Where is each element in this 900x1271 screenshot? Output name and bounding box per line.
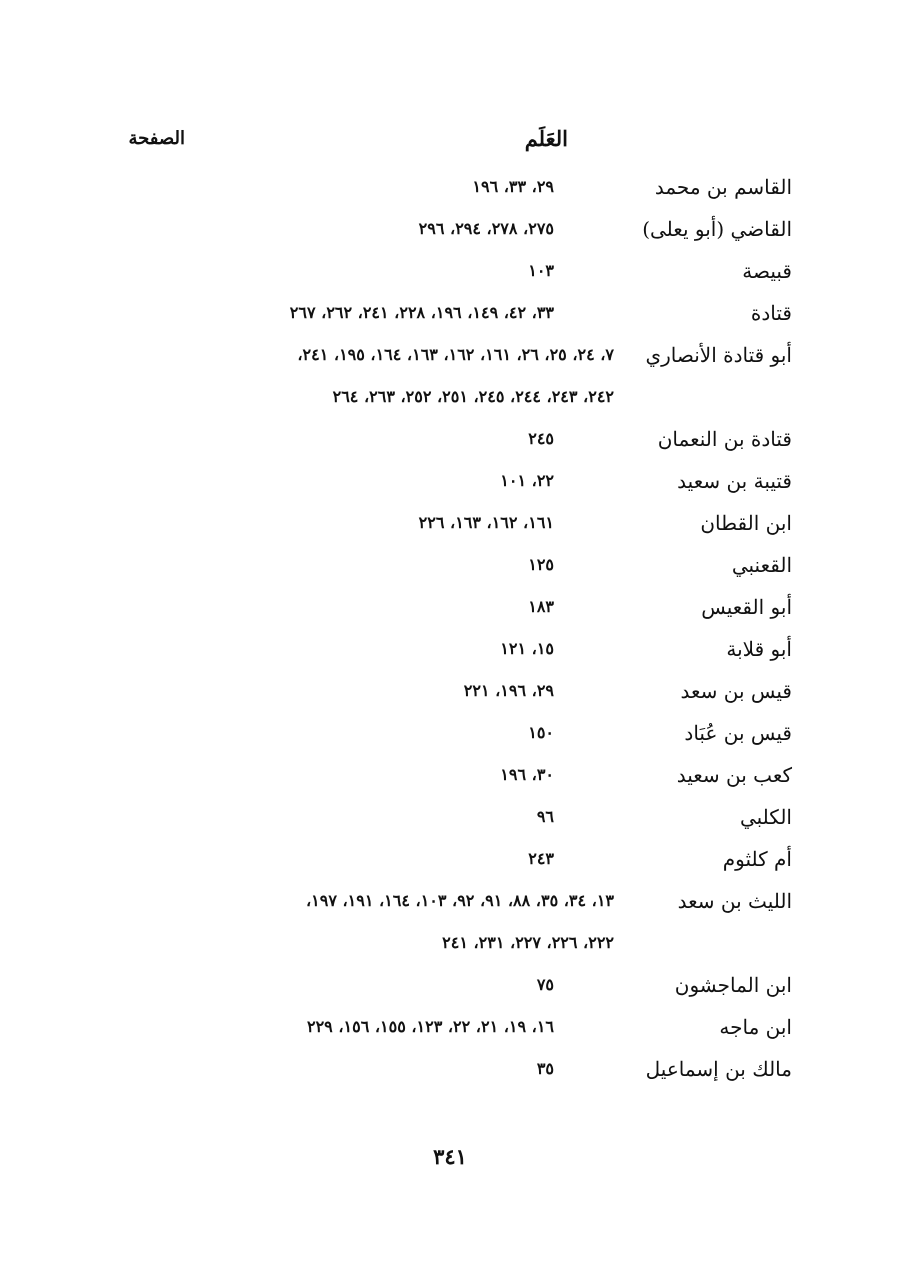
entry-pages-line: ٢٤٥ bbox=[528, 429, 554, 448]
entry-name: قيس بن سعد bbox=[680, 679, 792, 703]
entry-pages-line: ٢٤٣ bbox=[528, 849, 554, 868]
index-entry bbox=[108, 586, 792, 628]
entry-name: مالك بن إسماعيل bbox=[645, 1057, 792, 1081]
index-entry bbox=[108, 250, 792, 292]
page-number: ٣٤١ bbox=[433, 1144, 467, 1169]
index-entry bbox=[108, 964, 792, 1006]
entry-pages bbox=[108, 544, 614, 586]
entry-pages-line: ١٥، ١٢١ bbox=[500, 639, 554, 658]
index-entry bbox=[108, 502, 792, 544]
entry-pages-line: ٢٩، ٣٣، ١٩٦ bbox=[472, 177, 554, 196]
entry-pages-line: ٣٣، ٤٢، ١٤٩، ١٩٦، ٢٢٨، ٢٤١، ٢٦٢، ٢٦٧ bbox=[289, 303, 554, 322]
entry-name: أبو القعيس bbox=[701, 595, 792, 619]
entry-pages-line: ١٨٣ bbox=[528, 597, 554, 616]
entry-name: قتادة بن النعمان bbox=[657, 427, 792, 451]
entry-name: أبو قلابة bbox=[726, 637, 792, 661]
entry-pages bbox=[108, 964, 614, 1006]
entry-name: ابن الماجشون bbox=[674, 973, 792, 997]
entry-pages bbox=[108, 754, 614, 796]
entry-pages-line: ١٥٠ bbox=[528, 723, 554, 742]
entry-pages bbox=[108, 586, 614, 628]
entry-pages-line: ١٦١، ١٦٢، ١٦٣، ٢٢٦ bbox=[418, 513, 554, 532]
entry-pages-line: ٣٥ bbox=[536, 1059, 554, 1078]
entry-pages bbox=[108, 292, 614, 334]
entry-pages-line: ٣٠، ١٩٦ bbox=[500, 765, 554, 784]
entry-name: قتادة bbox=[750, 301, 792, 325]
entry-pages bbox=[108, 1048, 614, 1090]
entry-name: قبيصة bbox=[742, 259, 792, 283]
entry-pages-line: ٧، ٢٤، ٢٥، ٢٦، ١٦١، ١٦٢، ١٦٣، ١٦٤، ١٩٥، ٢٤١، bbox=[297, 345, 614, 364]
index-entry bbox=[108, 880, 792, 964]
entry-pages-line: ٢٩، ١٩٦، ٢٢١ bbox=[463, 681, 554, 700]
entry-pages bbox=[108, 838, 614, 880]
index-entry bbox=[108, 1048, 792, 1090]
entry-name: كعب بن سعيد bbox=[676, 763, 792, 787]
entry-pages bbox=[108, 418, 614, 460]
entry-name: ابن القطان bbox=[700, 511, 792, 535]
entry-pages-line: ١٦، ١٩، ٢١، ٢٢، ١٢٣، ١٥٥، ١٥٦، ٢٢٩ bbox=[306, 1017, 554, 1036]
page-column-heading: الصفحة bbox=[128, 128, 185, 149]
entry-name: الليث بن سعد bbox=[677, 889, 792, 913]
entry-pages bbox=[108, 712, 614, 754]
entry-pages-line: ٢٢، ١٠١ bbox=[500, 471, 554, 490]
index-entry bbox=[108, 838, 792, 880]
index-list bbox=[108, 166, 792, 1090]
entry-pages bbox=[108, 1006, 614, 1048]
index-entry bbox=[108, 544, 792, 586]
index-entry bbox=[108, 796, 792, 838]
entry-pages bbox=[108, 208, 614, 250]
entry-name: قتيبة بن سعيد bbox=[677, 469, 792, 493]
index-entry bbox=[108, 628, 792, 670]
name-column-heading: العَلَم bbox=[524, 126, 568, 151]
index-entry bbox=[108, 208, 792, 250]
index-entry bbox=[108, 292, 792, 334]
entry-pages-line: ٩٦ bbox=[536, 807, 554, 826]
entry-pages-line: ١٣، ٣٤، ٣٥، ٨٨، ٩١، ٩٢، ١٠٣، ١٦٤، ١٩١، ١٩٧، bbox=[305, 891, 614, 910]
entry-pages bbox=[108, 334, 614, 418]
index-entry bbox=[108, 460, 792, 502]
entry-name: أم كلثوم bbox=[722, 847, 792, 871]
entry-pages bbox=[108, 502, 614, 544]
entry-pages bbox=[108, 460, 614, 502]
entry-name: الكلبي bbox=[739, 805, 792, 829]
entry-pages-line: ١٢٥ bbox=[528, 555, 554, 574]
index-entry bbox=[108, 712, 792, 754]
entry-pages-line: ٢٢٢، ٢٢٦، ٢٢٧، ٢٣١، ٢٤١ bbox=[442, 933, 614, 952]
index-entry bbox=[108, 1006, 792, 1048]
entry-pages bbox=[108, 166, 614, 208]
entry-pages-line: ٧٥ bbox=[536, 975, 554, 994]
entry-pages bbox=[108, 796, 614, 838]
entry-pages-line: ٢٤٢، ٢٤٣، ٢٤٤، ٢٤٥، ٢٥١، ٢٥٢، ٢٦٣، ٢٦٤ bbox=[332, 387, 614, 406]
index-entry bbox=[108, 166, 792, 208]
index-entry bbox=[108, 418, 792, 460]
entry-pages-line: ١٠٣ bbox=[528, 261, 554, 280]
entry-name: أبو قتادة الأنصاري bbox=[645, 343, 792, 367]
entry-name: القاسم بن محمد bbox=[654, 175, 792, 199]
entry-pages bbox=[108, 250, 614, 292]
entry-name: ابن ماجه bbox=[719, 1015, 792, 1039]
index-entry bbox=[108, 754, 792, 796]
entry-pages-line: ٢٧٥، ٢٧٨، ٢٩٤، ٢٩٦ bbox=[418, 219, 554, 238]
entry-pages bbox=[108, 628, 614, 670]
index-entry bbox=[108, 334, 792, 418]
entry-name: القاضي (أبو يعلى) bbox=[642, 217, 792, 241]
entry-pages bbox=[108, 880, 614, 964]
entry-name: قيس بن عُبَاد bbox=[684, 721, 792, 745]
index-entry bbox=[108, 670, 792, 712]
index-header bbox=[0, 126, 900, 160]
entry-pages bbox=[108, 670, 614, 712]
entry-name: القعنبي bbox=[731, 553, 792, 577]
